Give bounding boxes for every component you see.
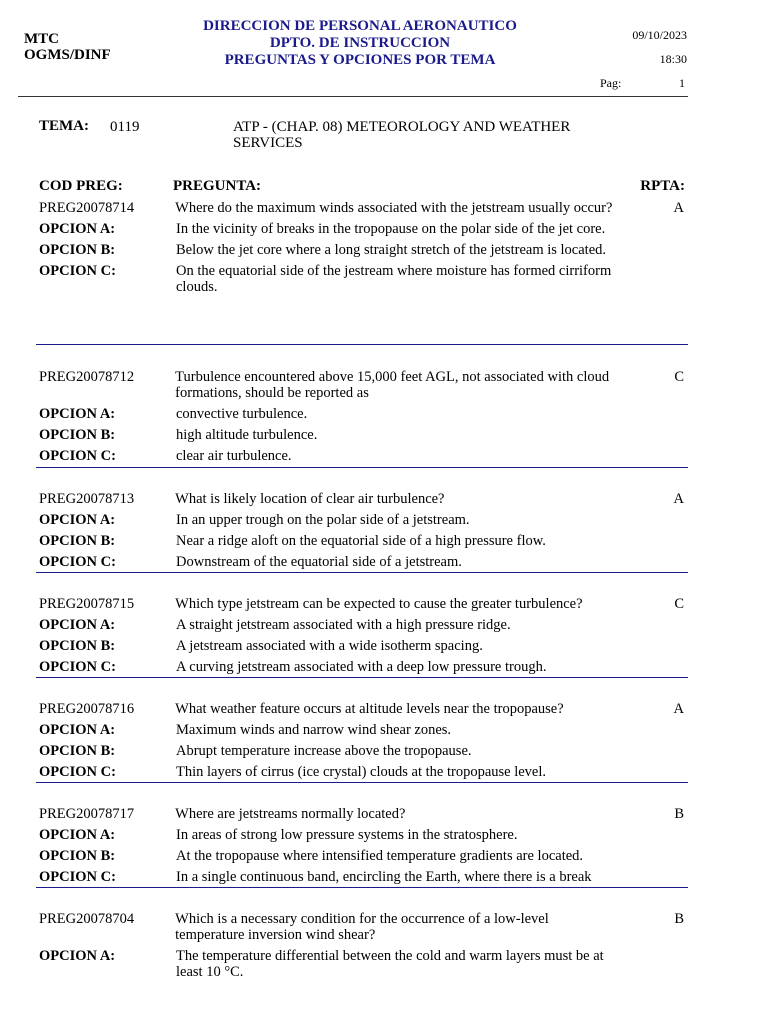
option-text: A jetstream associated with a wide isotherm spacing.	[176, 638, 483, 654]
option-text: On the equatorial side of the jestream where moisture has formed cirriform clouds.	[176, 263, 612, 295]
option-text: high altitude turbulence.	[176, 427, 318, 443]
option-label: OPCION C:	[39, 869, 116, 885]
option-text: Thin layers of cirrus (ice crystal) clouds at the tropopause level.	[176, 764, 547, 780]
option-label: OPCION C:	[39, 448, 116, 464]
option-row	[36, 827, 688, 843]
option-label: OPCION A:	[39, 948, 116, 964]
question-answer: B	[674, 806, 684, 822]
option-label: OPCION B:	[39, 242, 116, 258]
question-code: PREG20078712	[39, 369, 135, 385]
option-label: OPCION C:	[39, 554, 116, 570]
option-row	[36, 617, 688, 633]
option-row	[36, 764, 688, 780]
option-label: OPCION A:	[39, 722, 116, 738]
title-line2: DPTO. DE INSTRUCCION	[269, 35, 451, 51]
question-row	[36, 491, 688, 507]
option-label: OPCION B:	[39, 743, 116, 759]
option-row	[36, 242, 688, 258]
org-line1: MTC	[24, 31, 59, 47]
question-text: What weather feature occurs at altitude levels near the tropopause?	[175, 701, 564, 717]
title-line1: DIRECCION DE PERSONAL AERONAUTICO	[203, 18, 517, 34]
question-row	[36, 596, 688, 612]
tema-code: 0119	[110, 119, 140, 135]
question-block	[36, 200, 688, 345]
question-code: PREG20078713	[39, 491, 135, 507]
header-divider	[18, 96, 688, 97]
question-row	[36, 701, 688, 717]
question-text: Which is a necessary condition for the occurrence of a low-level temperature inversion wind shear?	[175, 911, 549, 943]
question-code: PREG20078714	[39, 200, 135, 216]
option-label: OPCION B:	[39, 427, 116, 443]
question-code: PREG20078716	[39, 701, 135, 717]
option-row	[36, 869, 688, 885]
question-text: Where are jetstreams normally located?	[175, 806, 406, 822]
option-row	[36, 263, 688, 295]
option-text: Maximum winds and narrow wind shear zones.	[176, 722, 452, 738]
option-row	[36, 638, 688, 654]
option-label: OPCION C:	[39, 263, 116, 279]
question-text: Which type jetstream can be expected to cause the greater turbulence?	[175, 596, 583, 612]
question-block	[36, 911, 688, 985]
option-text: Abrupt temperature increase above the tropopause.	[176, 743, 472, 759]
question-block	[36, 369, 688, 468]
option-label: OPCION A:	[39, 512, 116, 528]
question-row	[36, 806, 688, 822]
option-row	[36, 448, 688, 464]
option-label: OPCION A:	[39, 827, 116, 843]
question-block	[36, 701, 688, 783]
question-code: PREG20078715	[39, 596, 135, 612]
option-text: In the vicinity of breaks in the tropopause on the polar side of the jet core.	[176, 221, 606, 237]
option-text: Near a ridge aloft on the equatorial side of a high pressure flow.	[176, 533, 546, 549]
question-answer: A	[673, 200, 684, 216]
title-line3: PREGUNTAS Y OPCIONES POR TEMA	[224, 52, 496, 68]
option-label: OPCION B:	[39, 533, 116, 549]
column-header-code: COD PREG:	[39, 178, 123, 194]
option-text: convective turbulence.	[176, 406, 308, 422]
question-text: Where do the maximum winds associated with the jetstream usually occur?	[175, 200, 613, 216]
org-line2: OGMS/DINF	[24, 47, 111, 63]
option-label: OPCION A:	[39, 221, 116, 237]
option-label: OPCION C:	[39, 659, 116, 675]
option-text: A curving jetstream associated with a deep low pressure trough.	[176, 659, 547, 675]
option-text: In a single continuous band, encircling the Earth, where there is a break	[176, 869, 592, 885]
option-text: At the tropopause where intensified temperature gradients are located.	[176, 848, 584, 864]
option-label: OPCION A:	[39, 406, 116, 422]
report-title	[170, 18, 550, 69]
column-header-question: PREGUNTA:	[173, 178, 262, 194]
option-row	[36, 406, 688, 422]
org-block	[24, 31, 111, 63]
page-label: Pag:	[600, 76, 622, 90]
option-label: OPCION B:	[39, 638, 116, 654]
tema-label: TEMA:	[39, 118, 89, 134]
option-text: clear air turbulence.	[176, 448, 292, 464]
question-code: PREG20078717	[39, 806, 135, 822]
option-label: OPCION A:	[39, 617, 116, 633]
report-time: 18:30	[659, 52, 687, 66]
tema-title: ATP - (CHAP. 08) METEOROLOGY AND WEATHER SERVICES	[233, 119, 571, 151]
option-text: Downstream of the equatorial side of a jetstream.	[176, 554, 462, 570]
question-block	[36, 596, 688, 678]
question-text: Turbulence encountered above 15,000 feet AGL, not associated with cloud formations, should be reported as	[175, 369, 610, 401]
option-text: The temperature differential between the cold and warm layers must be at least 10 °C.	[176, 948, 604, 980]
option-text: In an upper trough on the polar side of a jetstream.	[176, 512, 470, 528]
column-header-answer: RPTA:	[640, 178, 685, 194]
question-code: PREG20078704	[39, 911, 135, 927]
option-text: Below the jet core where a long straight stretch of the jetstream is located.	[176, 242, 607, 258]
question-row	[36, 369, 688, 401]
question-row	[36, 200, 688, 216]
question-block	[36, 491, 688, 573]
question-text: What is likely location of clear air turbulence?	[175, 491, 445, 507]
option-row	[36, 533, 688, 549]
option-row	[36, 659, 688, 675]
option-label: OPCION B:	[39, 848, 116, 864]
option-row	[36, 427, 688, 443]
option-row	[36, 743, 688, 759]
option-text: In areas of strong low pressure systems in the stratosphere.	[176, 827, 518, 843]
option-label: OPCION C:	[39, 764, 116, 780]
option-row	[36, 512, 688, 528]
option-row	[36, 221, 688, 237]
question-row	[36, 911, 688, 943]
question-answer: A	[673, 491, 684, 507]
question-block	[36, 806, 688, 888]
question-answer: C	[674, 369, 684, 385]
option-row	[36, 722, 688, 738]
question-answer: C	[674, 596, 684, 612]
option-row	[36, 948, 688, 980]
option-text: A straight jetstream associated with a high pressure ridge.	[176, 617, 511, 633]
question-answer: A	[673, 701, 684, 717]
option-row	[36, 848, 688, 864]
question-answer: B	[674, 911, 684, 927]
option-row	[36, 554, 688, 570]
report-date: 09/10/2023	[632, 28, 687, 42]
page-number: 1	[679, 76, 685, 90]
